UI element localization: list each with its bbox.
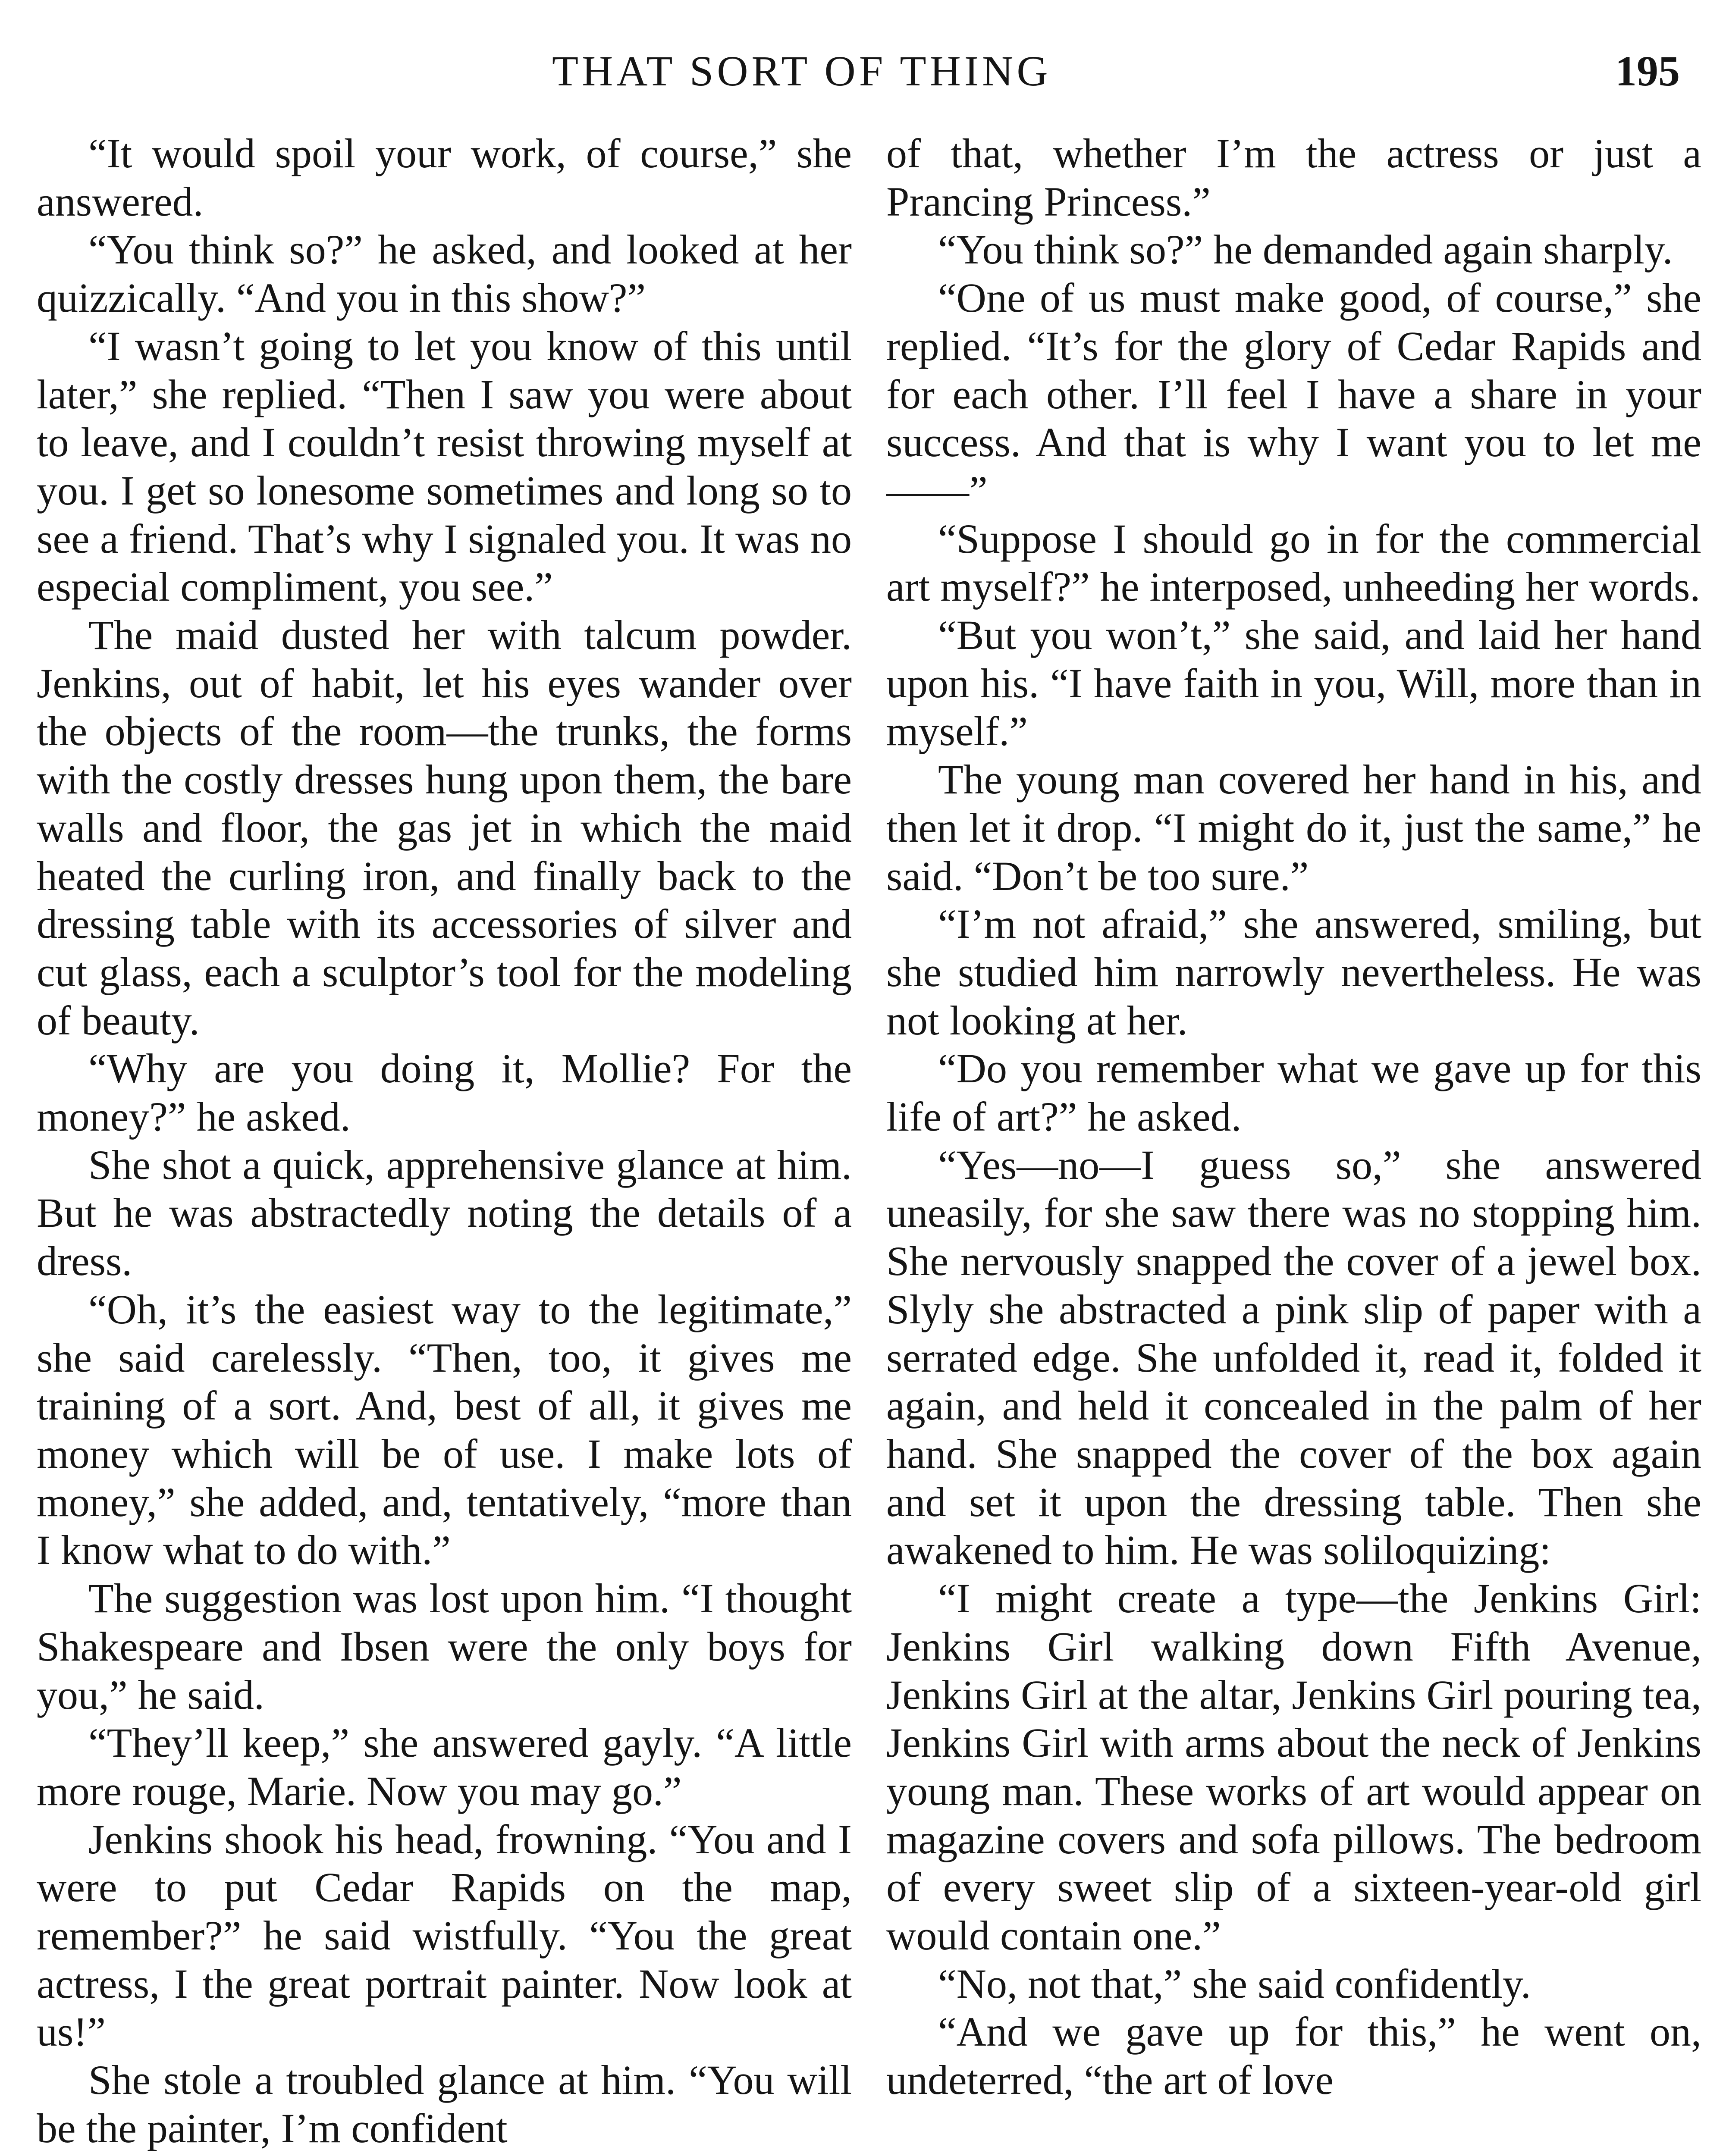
running-title: THAT SORT OF THING (552, 47, 1051, 95)
running-head (0, 41, 1726, 101)
paragraph-continued: of that, whether I’m the actress or just a Prancing Princess.” (886, 130, 1701, 225)
paragraph: “But you won’t,” she said, and laid her hand upon his. “I have faith in you, Will, more than in myself.” (886, 612, 1701, 755)
paragraph: The young man covered her hand in his, and then let it drop. “I might do it, just the same,” he said. “Don’t be too sure.” (886, 756, 1701, 899)
paragraph: “Oh, it’s the easiest way to the legitimate,” she said carelessly. “Then, too, it gives me training of a sort. And, best of all, it gives me money which will be of use. I make lots of money,” she added, and, tentatively, “more than I know what to do with.” (37, 1286, 852, 1573)
paragraph: The maid dusted her with talcum powder. Jenkins, out of habit, let his eyes wander over the objects of the room—the trunks, the forms with the costly dresses hung upon them, the bare walls and floor, the gas jet in which the maid heated the curling iron, and finally back to the dressing table with its accessories of silver and cut glass, each a sculptor’s tool for the modeling of beauty. (37, 612, 852, 1044)
paragraph: “Yes—no—I guess so,” she answered uneasily, for she saw there was no stopping him. She nervously snapped the cover of a jewel box. Slyly she abstracted a pink slip of paper with a serrated edge. She unfolded it, read it, folded it again, and held it concealed in the palm of her hand. She snapped the cover of the box again and set it upon the dressing table. Then she awakened to him. He was soliloquizing: (886, 1141, 1701, 1573)
page-number: 195 (1615, 47, 1680, 95)
paragraph: “I’m not afraid,” she answered, smiling, but she studied him narrowly nevertheless. He was not looking at her. (886, 901, 1701, 1044)
paragraph: “It would spoil your work, of course,” she answered. (37, 130, 852, 225)
paragraph: “You think so?” he demanded again sharply. (938, 226, 1673, 273)
paragraph: “Do you remember what we gave up for this life of art?” he asked. (886, 1045, 1701, 1140)
right-column (886, 129, 1701, 2156)
paragraph: The suggestion was lost upon him. “I thought Shakespeare and Ibsen were the only boys for you,” he said. (37, 1575, 852, 1718)
paragraph: “I wasn’t going to let you know of this until later,” she replied. “Then I saw you were about to leave, and I couldn’t resist throwing myself at you. I get so lonesome sometimes and long so to see a friend. That’s why I signaled you. It was no especial compliment, you see.” (37, 323, 852, 610)
paragraph: “You think so?” he asked, and looked at her quizzically. “And you in this show?” (37, 226, 852, 321)
paragraph: She shot a quick, apprehensive glance at him. But he was abstractedly noting the details of a dress. (37, 1141, 852, 1285)
left-column (37, 129, 852, 2156)
paragraph: “They’ll keep,” she answered gayly. “A little more rouge, Marie. Now you may go.” (37, 1720, 852, 1814)
paragraph: “One of us must make good, of course,” she replied. “It’s for the glory of Cedar Rapids and for each other. I’ll feel I have a share in your success. And that is why I want you to let me——” (886, 275, 1701, 514)
paragraph: “Suppose I should go in for the commercial art myself?” he interposed, unheeding her words. (886, 515, 1701, 610)
paragraph: Jenkins shook his head, frowning. “You and I were to put Cedar Rapids on the map, remember?” he said wistfully. “You the great actress, I the great portrait painter. Now look at us!” (37, 1816, 852, 2055)
paragraph: “Why are you doing it, Mollie? For the money?” he asked. (37, 1045, 852, 1140)
paragraph: “And we gave up for this,” he went on, undeterred, “the art of love (886, 2009, 1701, 2103)
paragraph: “I might create a type—the Jenkins Girl: Jenkins Girl walking down Fifth Avenue, Jenkins Girl at the altar, Jenkins Girl pouring tea, Jenkins Girl with arms about the neck of Jenkins young man. These works of art would appear on magazine covers and sofa pillows. The bedroom of every sweet slip of a sixteen-year-old girl would contain one.” (886, 1575, 1701, 1959)
paragraph: “No, not that,” she said confidently. (938, 1960, 1531, 2007)
paragraph: She stole a troubled glance at him. “You will be the painter, I’m confident (37, 2057, 852, 2151)
